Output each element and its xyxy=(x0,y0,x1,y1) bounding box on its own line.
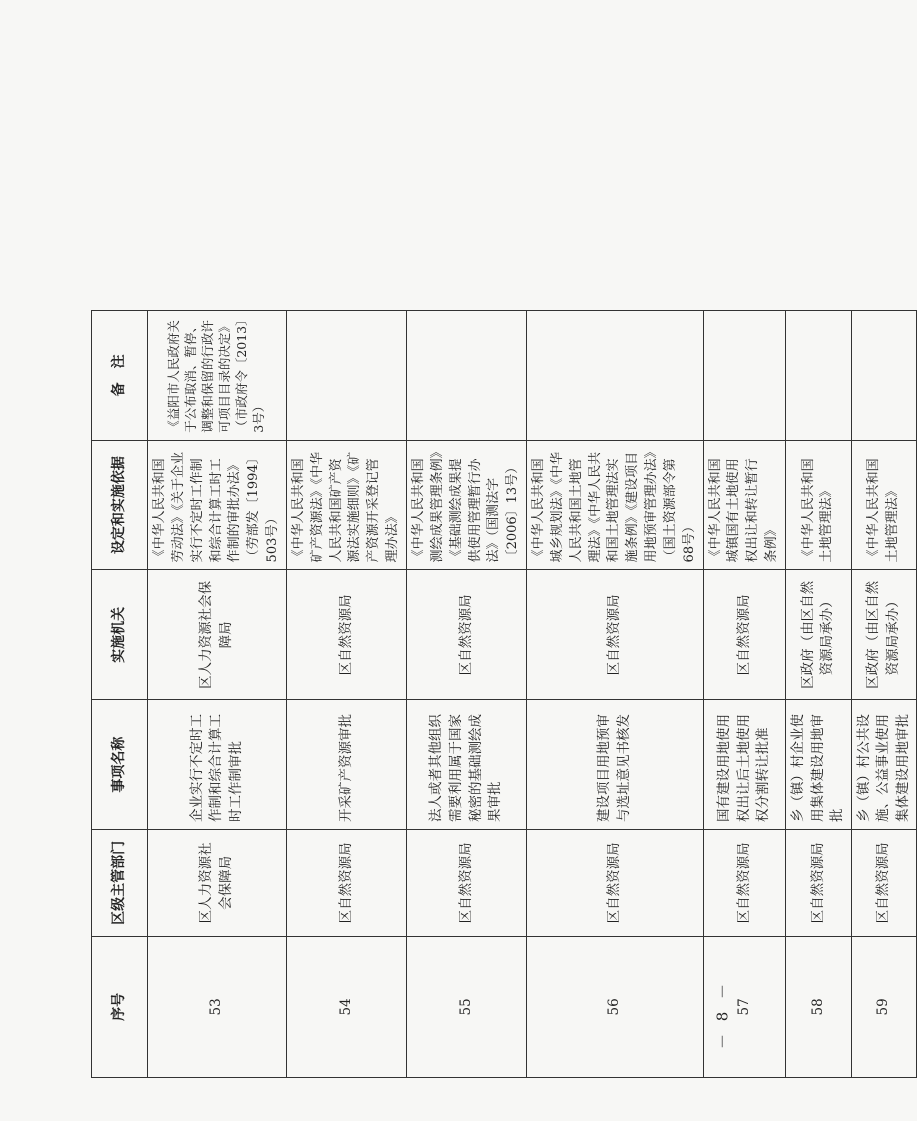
table-row xyxy=(286,59,406,1078)
cell-item: 建设项目用地预审与选址意见书核发 xyxy=(527,700,704,830)
header-agency: 实施机关 xyxy=(92,570,148,700)
header-item: 事项名称 xyxy=(92,700,148,830)
approval-items-table xyxy=(91,58,917,1078)
cell-basis: 《中华人民共和国测绘成果管理条例》《基础测绘成果提供使用管理暂行办法》（国测法字〔2006〕13号） xyxy=(406,440,526,570)
header-dept: 区级主管部门 xyxy=(92,829,148,936)
cell-seq: 54 xyxy=(286,936,406,1077)
cell-note xyxy=(286,310,406,440)
cell-basis: 《中华人民共和国城乡规划法》《中华人民共和国土地管理法》《中华人民共和国土地管理法实施条例》《建设项目用地预审管理办法》（国土资源部令第68号） xyxy=(527,440,704,570)
cell-note xyxy=(406,310,526,440)
cell-note xyxy=(703,310,785,440)
table-header-row xyxy=(92,59,148,1078)
cell-basis: 《中华人民共和国矿产资源法》《中华人民共和国矿产资源法实施细则》《矿产资源开采登记管理办法》 xyxy=(286,440,406,570)
cell-agency: 区自然资源局 xyxy=(527,570,704,700)
cell-agency: 区自然资源局 xyxy=(406,570,526,700)
cell-note xyxy=(527,310,704,440)
cell-item: 开采矿产资源审批 xyxy=(286,700,406,830)
rotated-table-sheet xyxy=(91,58,911,1078)
cell-dept: 区自然资源局 xyxy=(527,829,704,936)
table-header xyxy=(92,59,148,1078)
cell-dept: 区人力资源社会保障局 xyxy=(148,829,287,936)
header-seq: 序号 xyxy=(92,936,148,1077)
header-basis: 设定和实施依据 xyxy=(92,440,148,570)
cell-item: 法人或者其他组织需要利用属于国家秘密的基础测绘成果审批 xyxy=(406,700,526,830)
cell-basis: 《中华人民共和国土地管理法》 xyxy=(851,440,917,570)
cell-seq: 55 xyxy=(406,936,526,1077)
table-row xyxy=(406,59,526,1078)
cell-seq: 59 xyxy=(851,936,917,1077)
cell-item: 乡（镇）村公共设施、公益事业使用集体建设用地审批 xyxy=(851,700,917,830)
table-row xyxy=(851,59,917,1078)
table-row xyxy=(148,59,287,1078)
page-number: － 8 － xyxy=(713,979,732,1050)
cell-basis: 《中华人民共和国土地管理法》 xyxy=(786,440,852,570)
table-body xyxy=(148,59,917,1078)
table-row xyxy=(786,59,852,1078)
cell-agency: 区政府（由区自然资源局承办） xyxy=(786,570,852,700)
cell-dept: 区自然资源局 xyxy=(286,829,406,936)
cell-agency: 区政府（由区自然资源局承办） xyxy=(851,570,917,700)
cell-seq: 56 xyxy=(527,936,704,1077)
cell-item: 乡（镇）村企业使用集体建设用地审批 xyxy=(786,700,852,830)
table-row xyxy=(527,59,704,1078)
cell-agency: 区自然资源局 xyxy=(703,570,785,700)
header-note: 备 注 xyxy=(92,310,148,440)
cell-dept: 区自然资源局 xyxy=(703,829,785,936)
cell-seq: 57 xyxy=(703,936,785,1077)
cell-item: 国有建设用地使用权出让后土地使用权分割转让批准 xyxy=(703,700,785,830)
cell-dept: 区自然资源局 xyxy=(851,829,917,936)
cell-note xyxy=(786,310,852,440)
table-row xyxy=(703,59,785,1078)
cell-note: 《益阳市人民政府关于公布取消、暂停、调整和保留的行政许可项目目录的决定》（市政府令〔2013〕3号） xyxy=(148,310,287,440)
cell-seq: 53 xyxy=(148,936,287,1077)
cell-dept: 区自然资源局 xyxy=(786,829,852,936)
cell-note xyxy=(851,310,917,440)
cell-basis: 《中华人民共和国劳动法》《关于企业实行不定时工作制和综合计算工时工作制的审批办法》（劳部发〔1994〕503号） xyxy=(148,440,287,570)
cell-agency: 区人力资源社会保障局 xyxy=(148,570,287,700)
cell-seq: 58 xyxy=(786,936,852,1077)
cell-agency: 区自然资源局 xyxy=(286,570,406,700)
cell-basis: 《中华人民共和国城镇国有土地使用权出让和转让暂行条例》 xyxy=(703,440,785,570)
cell-item: 企业实行不定时工作制和综合计算工时工作制审批 xyxy=(148,700,287,830)
cell-dept: 区自然资源局 xyxy=(406,829,526,936)
